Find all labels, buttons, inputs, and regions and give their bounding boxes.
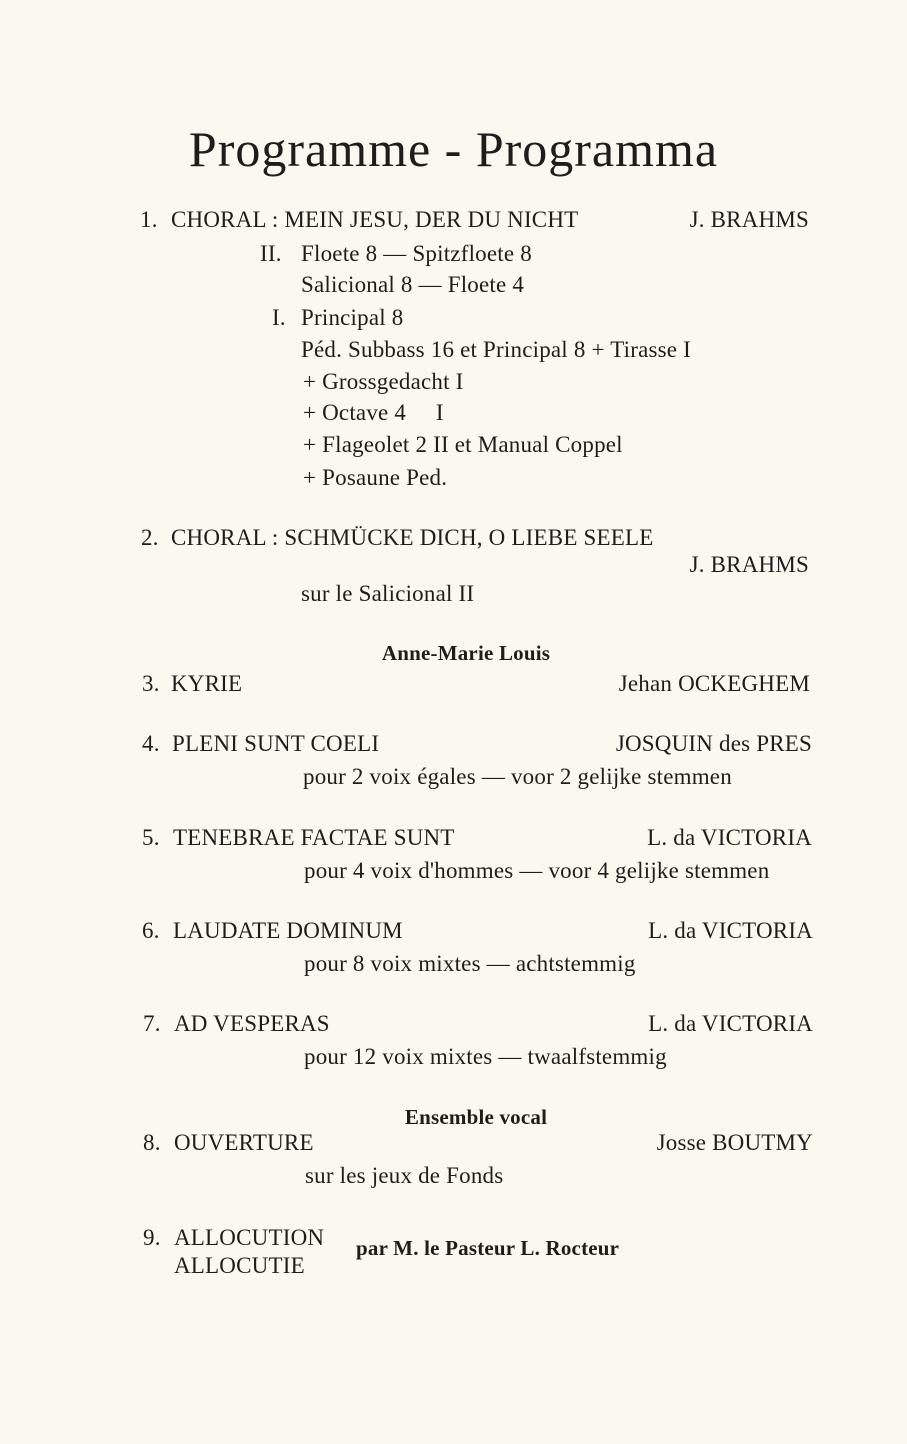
item-9-speaker: par M. le Pasteur L. Rocteur <box>356 1236 620 1260</box>
item-6-note: pour 8 voix mixtes — achtstemmig <box>304 951 636 976</box>
item-1-number: 1. <box>140 207 158 232</box>
item-5-note: pour 4 voix d'hommes — voor 4 gelijke stemmen <box>304 858 770 883</box>
item-7-number: 7. <box>143 1011 161 1036</box>
item-2-note: sur le Salicional II <box>301 581 475 606</box>
item-3-number: 3. <box>142 671 160 696</box>
item-3-title: KYRIE <box>171 671 243 696</box>
item-9-title-line: ALLOCUTIE <box>174 1253 305 1278</box>
registration-manual: I. <box>272 305 286 330</box>
item-4-composer: JOSQUIN des PRES <box>615 731 812 756</box>
item-4-note: pour 2 voix égales — voor 2 gelijke stemmen <box>303 764 732 789</box>
registration-line: Péd. Subbass 16 et Principal 8 + Tirasse I <box>301 337 692 362</box>
registration-line: + Grossgedacht I <box>303 369 464 394</box>
item-8-title: OUVERTURE <box>174 1130 314 1155</box>
item-6-number: 6. <box>142 918 160 943</box>
item-4-title: PLENI SUNT COELI <box>172 731 380 756</box>
item-8-composer: Josse BOUTMY <box>656 1130 813 1155</box>
performer-heading: Anne-Marie Louis <box>381 641 551 665</box>
item-5-number: 5. <box>142 825 160 850</box>
item-9-title-line: ALLOCUTION <box>174 1225 325 1250</box>
item-5-title: TENEBRAE FACTAE SUNT <box>173 825 455 850</box>
registration-manual: II. <box>260 241 282 266</box>
item-2-number: 2. <box>141 525 159 550</box>
registration-line: Principal 8 <box>301 305 404 330</box>
item-7-title: AD VESPERAS <box>174 1011 330 1036</box>
item-8-number: 8. <box>143 1130 161 1155</box>
item-9-number: 9. <box>143 1225 161 1250</box>
registration-line: + Posaune Ped. <box>303 465 448 490</box>
performer-heading: Ensemble vocal <box>404 1105 548 1129</box>
registration-line: Salicional 8 — Floete 4 <box>301 272 525 297</box>
registration-line: + Flageolet 2 II et Manual Coppel <box>303 432 623 457</box>
item-6-title: LAUDATE DOMINUM <box>173 918 403 943</box>
registration-line: Floete 8 — Spitzfloete 8 <box>301 241 532 266</box>
item-1-composer: J. BRAHMS <box>689 207 809 232</box>
item-3-composer: Jehan OCKEGHEM <box>618 671 810 696</box>
item-6-composer: L. da VICTORIA <box>648 918 813 943</box>
item-4-number: 4. <box>142 731 160 756</box>
item-8-note: sur les jeux de Fonds <box>305 1163 504 1188</box>
item-7-composer: L. da VICTORIA <box>648 1011 813 1036</box>
item-2-title: CHORAL : SCHMÜCKE DICH, O LIEBE SEELE <box>171 525 654 550</box>
item-1-title: CHORAL : MEIN JESU, DER DU NICHT <box>171 207 579 232</box>
page-title: Programme - Programma <box>188 121 719 177</box>
registration-line: + Octave 4 I <box>303 400 444 425</box>
item-2-composer: J. BRAHMS <box>689 552 809 577</box>
item-5-composer: L. da VICTORIA <box>647 825 812 850</box>
item-7-note: pour 12 voix mixtes — twaalfstemmig <box>304 1044 667 1069</box>
